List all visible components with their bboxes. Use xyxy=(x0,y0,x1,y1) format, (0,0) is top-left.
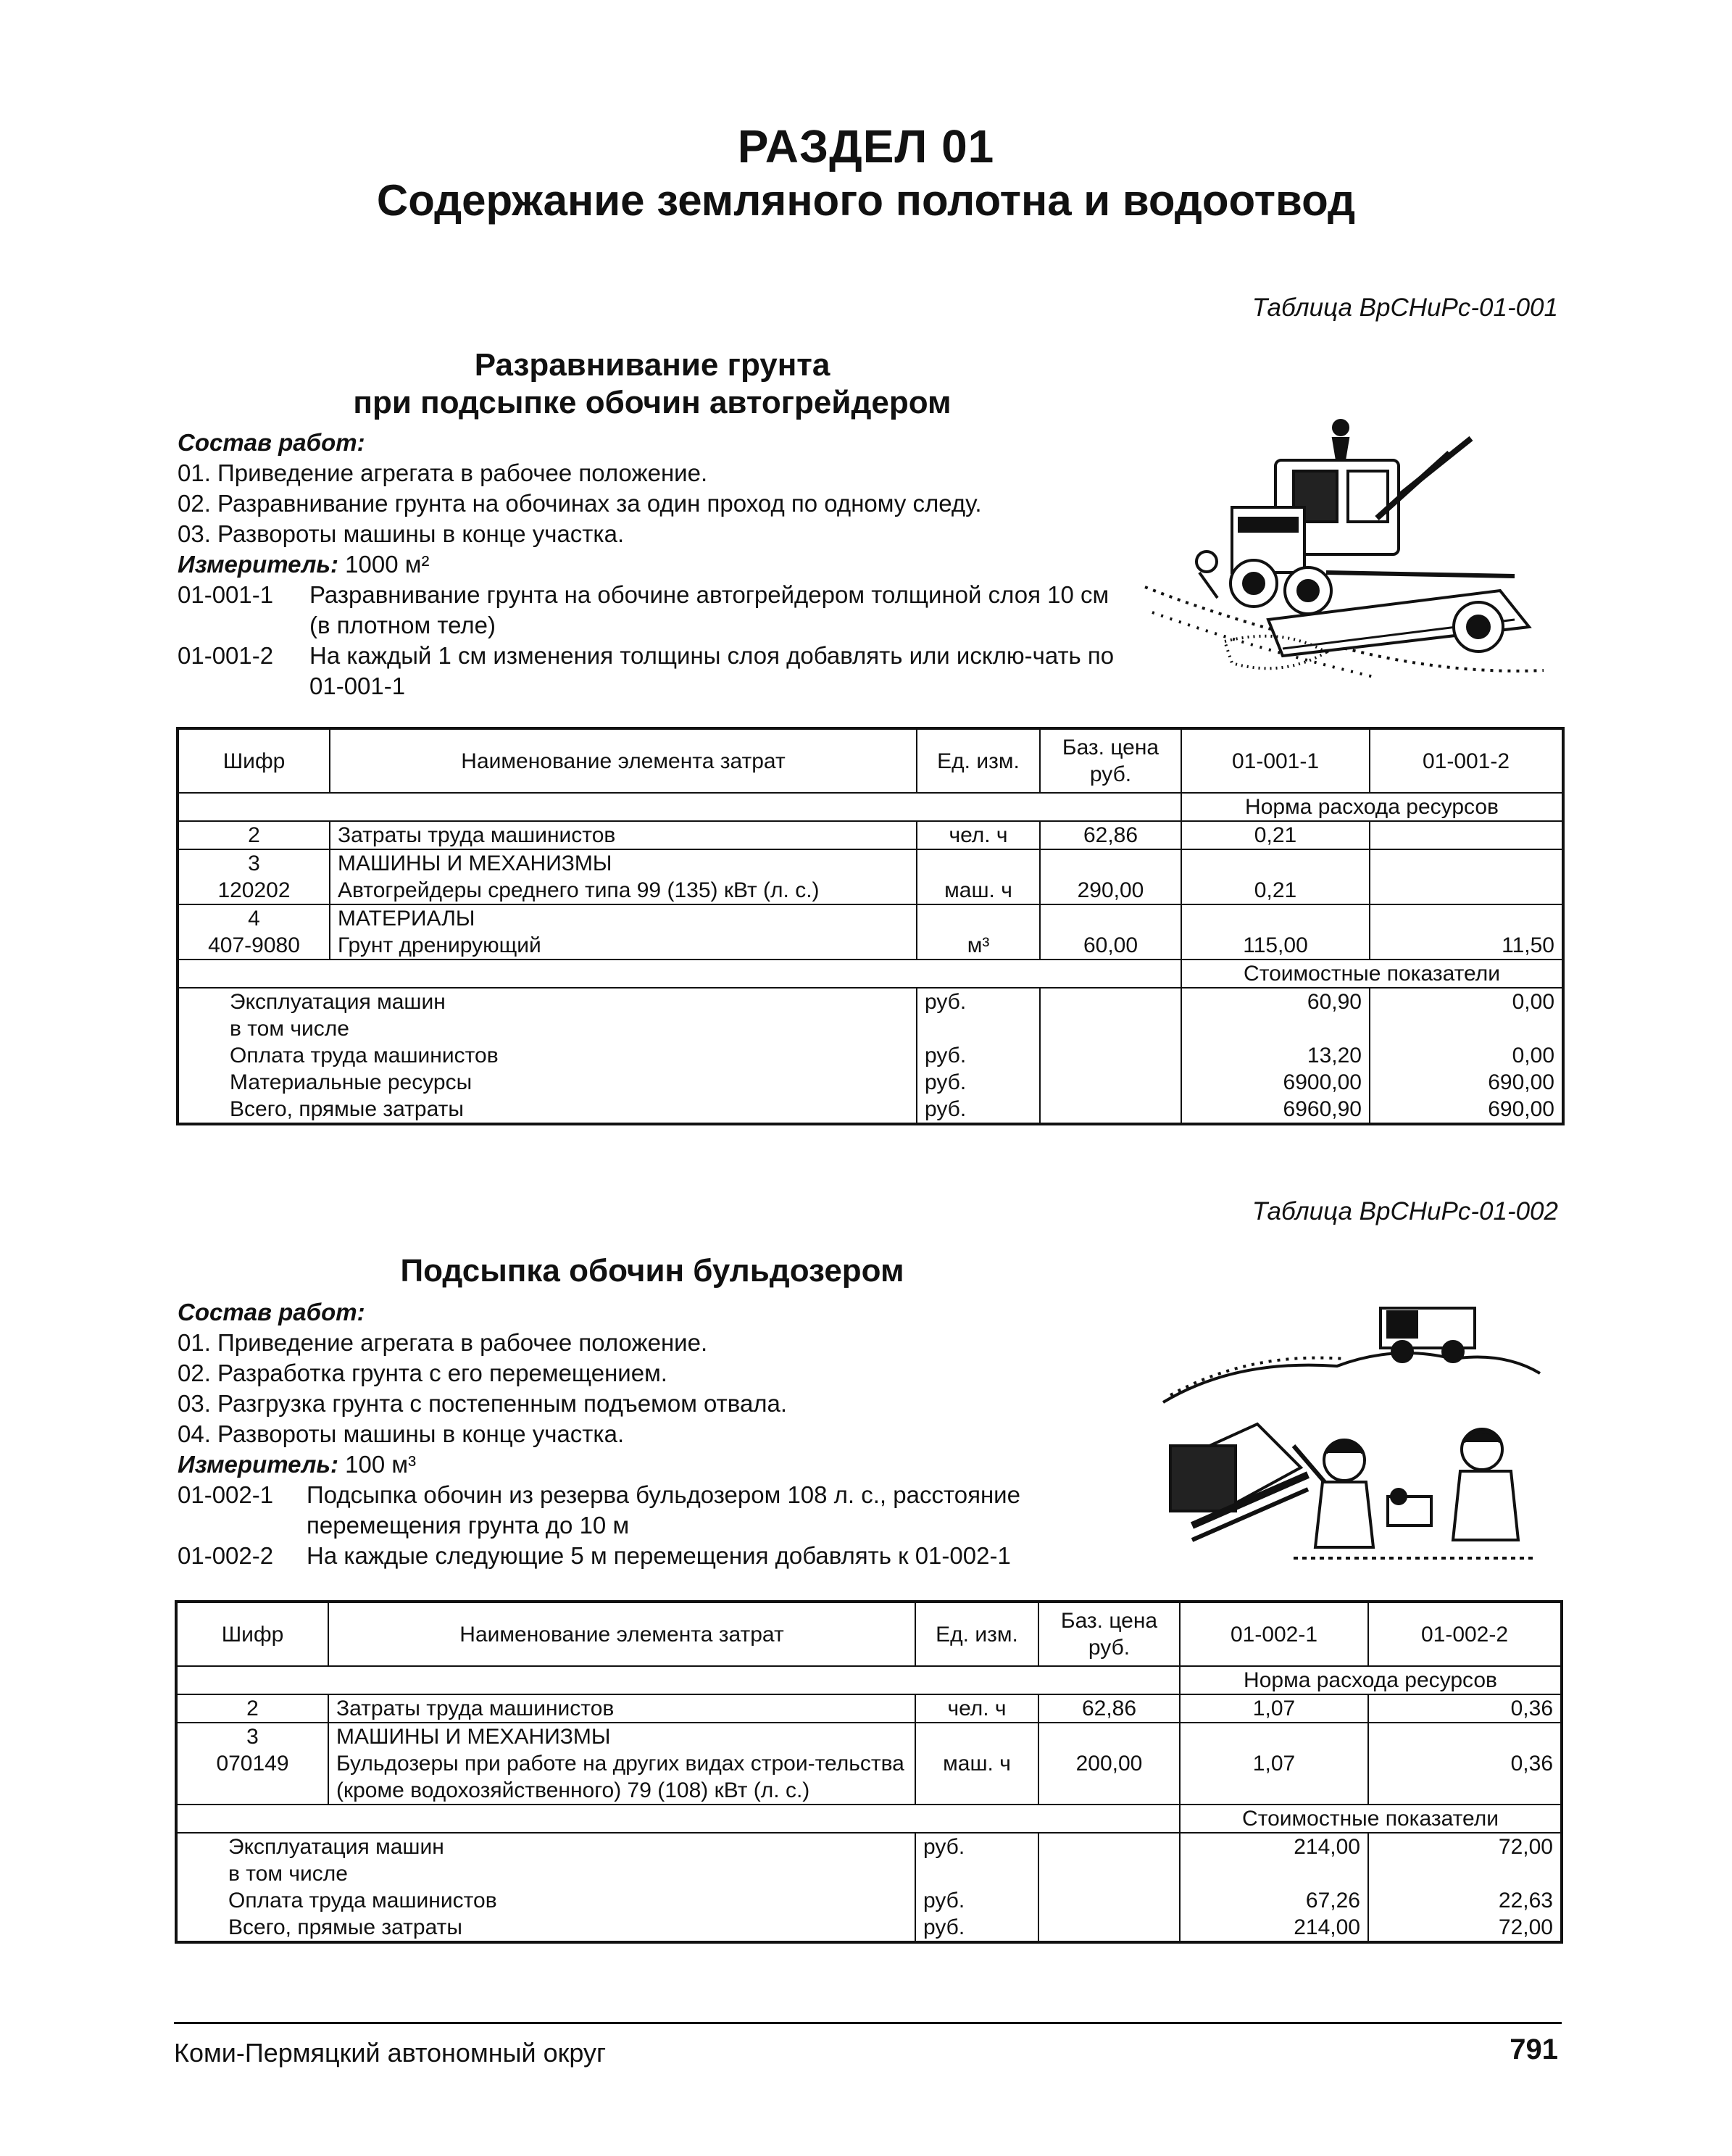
cost-value: 690,00 xyxy=(1370,1069,1563,1096)
work-label: Состав работ: xyxy=(178,429,365,456)
cell-price: 200,00 xyxy=(1038,1750,1180,1805)
cost-value: 0,00 xyxy=(1370,988,1563,1015)
work-item: 01. Приведение агрегата в рабочее положение. xyxy=(178,459,708,486)
cost-value: 67,26 xyxy=(1180,1887,1368,1914)
cost-value: 214,00 xyxy=(1180,1914,1368,1942)
column-header: Наименование элемента затрат xyxy=(328,1602,915,1666)
table-row xyxy=(178,932,1563,960)
band-row xyxy=(176,1805,1562,1833)
work-item: 02. Разравнивание грунта на обочинах за один проход по одному следу. xyxy=(178,490,982,517)
footer-region: Коми-Пермяцкий автономный округ xyxy=(174,2038,607,2068)
table-title: Подсыпка обочин бульдозером xyxy=(400,1253,904,1289)
cell-name: Бульдозеры при работе на других видах строи-тельства (кроме водохозяйственного) 79 (108) кВт (л. с.) xyxy=(328,1750,915,1805)
cost-value: 6960,90 xyxy=(1181,1096,1370,1124)
cell-name: МАШИНЫ И МЕХАНИЗМЫ xyxy=(330,849,917,877)
cell-price: 60,00 xyxy=(1040,932,1181,960)
cell-code: 2 xyxy=(176,1694,328,1723)
norm-text: На каждые следующие 5 м перемещения добавлять к 01-002-1 xyxy=(307,1542,1011,1569)
cell-code: 070149 xyxy=(176,1750,328,1805)
cost-name: Оплата труда машинистов xyxy=(178,1042,917,1069)
table-title-line: при подсыпке обочин автогрейдером xyxy=(353,385,952,420)
norm-code: 01-002-1 xyxy=(178,1481,274,1508)
cost-row xyxy=(178,1069,1563,1096)
cell-name: Грунт дренирующий xyxy=(330,932,917,960)
cost-name: Всего, прямые затраты xyxy=(176,1914,915,1942)
cell-name: МАШИНЫ И МЕХАНИЗМЫ xyxy=(328,1723,915,1750)
table-row xyxy=(178,821,1563,849)
cell-price: 62,86 xyxy=(1040,821,1181,849)
cell-unit: чел. ч xyxy=(917,821,1040,849)
cost-name: Всего, прямые затраты xyxy=(178,1096,917,1124)
norm-item xyxy=(178,580,1141,641)
cell-name: Автогрейдеры среднего типа 99 (135) кВт (л. с.) xyxy=(330,877,917,904)
norm-item xyxy=(178,1541,1141,1571)
cost-row xyxy=(178,1096,1563,1124)
cost-name: Оплата труда машинистов xyxy=(176,1887,915,1914)
measure-label: Измеритель: xyxy=(178,1451,338,1478)
band-label: Стоимостные показатели xyxy=(1181,960,1563,988)
section-number: РАЗДЕЛ 01 xyxy=(737,120,995,172)
table-row xyxy=(176,1723,1562,1750)
cost-value: 60,90 xyxy=(1181,988,1370,1015)
table-id: Таблица ВрСНиРс-01-002 xyxy=(1252,1197,1558,1225)
cell-value xyxy=(1370,877,1563,904)
cost-row xyxy=(178,1042,1563,1069)
work-description xyxy=(178,1297,1141,1571)
cost-unit: руб. xyxy=(915,1833,1038,1860)
cell-unit: маш. ч xyxy=(915,1750,1038,1805)
measure-label: Измеритель: xyxy=(178,551,338,578)
column-header: Баз. цена руб. xyxy=(1040,728,1181,793)
column-header: Наименование элемента затрат xyxy=(330,728,917,793)
work-description xyxy=(178,428,1141,702)
cost-name: в том числе xyxy=(176,1860,915,1887)
measure-value: 100 м³ xyxy=(345,1451,417,1478)
cell-name: Затраты труда машинистов xyxy=(328,1694,915,1723)
cost-row xyxy=(178,988,1563,1015)
cell-value: 0,21 xyxy=(1181,877,1370,904)
cost-unit: руб. xyxy=(917,1069,1040,1096)
norm-item xyxy=(178,641,1141,702)
column-header: 01-002-2 xyxy=(1368,1602,1562,1666)
resource-table xyxy=(176,727,1565,1125)
band-label: Норма расхода ресурсов xyxy=(1180,1666,1562,1694)
cost-unit: руб. xyxy=(917,1042,1040,1069)
norm-code: 01-002-2 xyxy=(178,1542,274,1569)
cell-name: Затраты труда машинистов xyxy=(330,821,917,849)
norm-text: На каждый 1 см изменения толщины слоя добавлять или исклю-чать по 01-001-1 xyxy=(309,642,1115,699)
motor-grader-illustration xyxy=(1138,409,1558,703)
section-title: Содержание земляного полотна и водоотвод xyxy=(376,176,1356,225)
cost-row xyxy=(176,1914,1562,1942)
cost-value: 72,00 xyxy=(1368,1833,1562,1860)
cost-name: Материальные ресурсы xyxy=(178,1069,917,1096)
work-item: 01. Приведение агрегата в рабочее положение. xyxy=(178,1329,708,1356)
cost-name: Эксплуатация машин xyxy=(178,988,917,1015)
column-header: Шифр xyxy=(178,728,330,793)
norm-text: Разравнивание грунта на обочине автогрейдером толщиной слоя 10 см (в плотном теле) xyxy=(309,581,1109,638)
resource-table xyxy=(175,1600,1563,1944)
cell-code: 3 xyxy=(176,1723,328,1750)
cost-name: Эксплуатация машин xyxy=(176,1833,915,1860)
cost-value: 214,00 xyxy=(1180,1833,1368,1860)
cost-value: 13,20 xyxy=(1181,1042,1370,1069)
table-header-row xyxy=(178,728,1563,793)
norm-item xyxy=(178,1480,1141,1541)
cell-value: 115,00 xyxy=(1181,932,1370,960)
table-header-row xyxy=(176,1602,1562,1666)
cell-name: МАТЕРИАЛЫ xyxy=(330,904,917,932)
footer-divider xyxy=(174,2022,1562,2024)
norm-text: Подсыпка обочин из резерва бульдозером 108 л. с., расстояние перемещения грунта до 10 м xyxy=(307,1481,1020,1539)
cell-value: 11,50 xyxy=(1370,932,1563,960)
cost-value: 690,00 xyxy=(1370,1096,1563,1124)
column-header: Баз. цена руб. xyxy=(1038,1602,1180,1666)
work-item: 04. Развороты машины в конце участка. xyxy=(178,1420,625,1447)
cell-code: 3 xyxy=(178,849,330,877)
table-row xyxy=(178,849,1563,877)
cell-unit: маш. ч xyxy=(917,877,1040,904)
cost-value: 0,00 xyxy=(1370,1042,1563,1069)
cell-value xyxy=(1370,821,1563,849)
page-number: 791 xyxy=(1510,2034,1558,2065)
cell-value: 0,36 xyxy=(1368,1694,1562,1723)
cost-value: 22,63 xyxy=(1368,1887,1562,1914)
work-item: 03. Разгрузка грунта с постепенным подъемом отвала. xyxy=(178,1390,788,1417)
cost-unit: руб. xyxy=(917,988,1040,1015)
table-id: Таблица ВрСНиРс-01-001 xyxy=(1252,294,1558,322)
cost-value: 6900,00 xyxy=(1181,1069,1370,1096)
norm-code: 01-001-2 xyxy=(178,642,274,669)
band-row xyxy=(178,960,1563,988)
table-row xyxy=(178,877,1563,904)
band-label: Норма расхода ресурсов xyxy=(1181,793,1563,821)
cost-unit: руб. xyxy=(915,1914,1038,1942)
band-label: Стоимостные показатели xyxy=(1180,1805,1562,1833)
table-title xyxy=(290,346,1015,422)
cell-unit: чел. ч xyxy=(915,1694,1038,1723)
cell-value: 1,07 xyxy=(1180,1694,1368,1723)
cost-value: 72,00 xyxy=(1368,1914,1562,1942)
cell-value: 1,07 xyxy=(1180,1750,1368,1805)
cell-code: 120202 xyxy=(178,877,330,904)
band-row xyxy=(178,793,1563,821)
cost-row xyxy=(176,1833,1562,1860)
norm-code: 01-001-1 xyxy=(178,581,274,608)
cell-code: 407-9080 xyxy=(178,932,330,960)
column-header: Ед. изм. xyxy=(917,728,1040,793)
cell-code: 2 xyxy=(178,821,330,849)
work-item: 02. Разработка грунта с его перемещением. xyxy=(178,1360,667,1386)
table-title-line: Разравнивание грунта xyxy=(474,347,830,383)
cost-row xyxy=(176,1860,1562,1887)
cell-unit: м³ xyxy=(917,932,1040,960)
column-header: 01-002-1 xyxy=(1180,1602,1368,1666)
work-label: Состав работ: xyxy=(178,1299,365,1325)
table-row xyxy=(178,904,1563,932)
column-header: 01-001-1 xyxy=(1181,728,1370,793)
bulldozer-illustration xyxy=(1149,1279,1554,1569)
cost-row xyxy=(176,1887,1562,1914)
band-row xyxy=(176,1666,1562,1694)
table-row xyxy=(176,1750,1562,1805)
cell-code: 4 xyxy=(178,904,330,932)
cell-value: 0,36 xyxy=(1368,1750,1562,1805)
table-row xyxy=(176,1694,1562,1723)
column-header: 01-001-2 xyxy=(1370,728,1563,793)
measure-value: 1000 м² xyxy=(345,551,430,578)
cell-price: 62,86 xyxy=(1038,1694,1180,1723)
cost-unit: руб. xyxy=(915,1887,1038,1914)
cost-name: в том числе xyxy=(178,1015,917,1042)
cost-row xyxy=(178,1015,1563,1042)
column-header: Ед. изм. xyxy=(915,1602,1038,1666)
cell-price: 290,00 xyxy=(1040,877,1181,904)
work-item: 03. Развороты машины в конце участка. xyxy=(178,520,625,547)
cost-unit: руб. xyxy=(917,1096,1040,1124)
column-header: Шифр xyxy=(176,1602,328,1666)
cell-value: 0,21 xyxy=(1181,821,1370,849)
